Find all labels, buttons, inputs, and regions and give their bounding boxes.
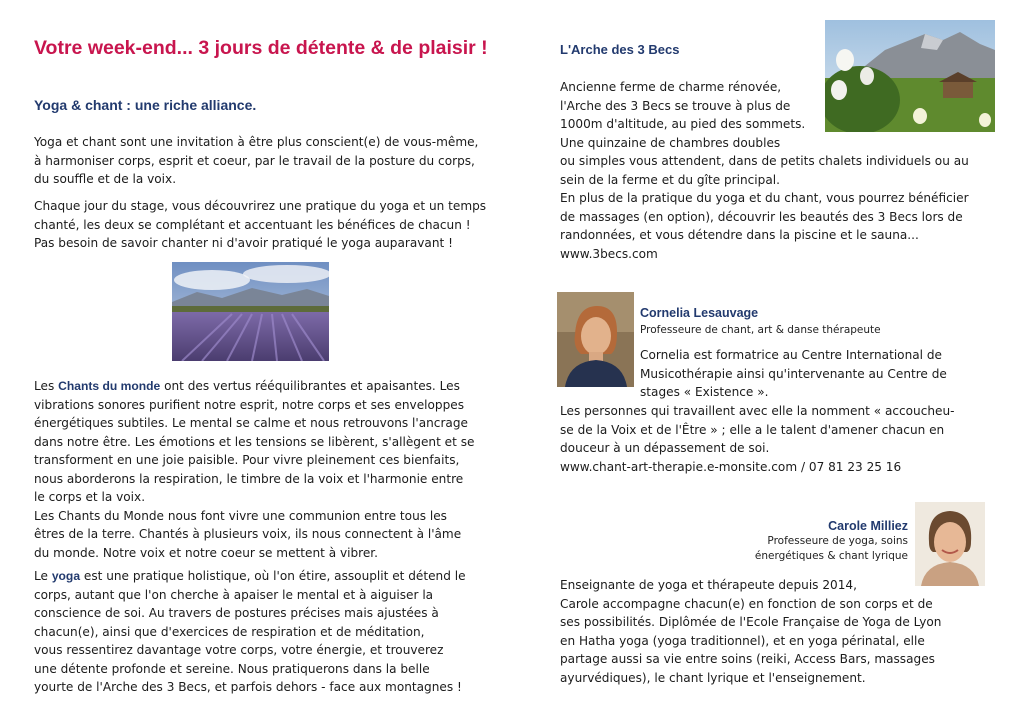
text-line: énergétiques & chant lyrique [754, 549, 908, 562]
text-line: partage aussi sa vie entre soins (reiki, Access Bars, massages [560, 652, 935, 666]
text-line: se de la Voix et de l'Être » ; elle a le talent d'amener chacun en [560, 422, 945, 437]
chants-highlight: Chants du monde [58, 379, 161, 393]
text-line: randonnées, et vous détendre dans la piscine et le sauna... [560, 228, 919, 242]
cornelia-contact[interactable]: www.chant-art-therapie.e-monsite.com / 07 81 23 25 16 [560, 459, 902, 474]
text-line: corps, autant que l'on cherche à apaiser le mental et à aiguiser la [34, 587, 434, 602]
section-title: Yoga & chant : une riche alliance. [34, 97, 257, 113]
text-line: Pas besoin de savoir chanter ni d'avoir pratiqué le yoga auparavant ! [34, 236, 453, 250]
website-link[interactable]: www.3becs.com [560, 246, 658, 261]
lavender-field-photo [172, 262, 329, 361]
text-line: conscience de soi. Au travers de postures précises mais ajustées à [34, 606, 439, 620]
text-line: En plus de la pratique du yoga et du chant, vous pourrez bénéficier [560, 191, 969, 205]
daily-paragraph [34, 197, 486, 253]
carole-paragraph [560, 576, 941, 687]
text-line: transforment en une joie paisible. Pour vivre pleinement ces bienfaits, [34, 453, 460, 467]
page-title: Votre week-end... 3 jours de détente & de plaisir ! [34, 37, 488, 59]
cornelia-paragraph [560, 402, 955, 476]
text-line: le corps et la voix. [34, 490, 146, 504]
text-line: du souffle et de la voix. [34, 172, 177, 186]
text-line: Musicothérapie ainsi qu'intervenante au Centre de [640, 366, 947, 381]
arche-paragraph [560, 78, 969, 263]
text-line: Carole accompagne chacun(e) en fonction de son corps et de [560, 596, 933, 611]
text-line: du monde. Notre voix et notre coeur se mettent à vibrer. [34, 545, 379, 560]
text-line: vibrations sonores purifient notre esprit, notre corps et ses enveloppes [34, 397, 465, 412]
text-line: yourte de l'Arche des 3 Becs, et parfois dehors - face aux montagnes ! [34, 680, 462, 694]
cornelia-portrait [557, 292, 634, 387]
text-line: chacun(e), ainsi que d'exercices de respiration et de méditation, [34, 624, 425, 639]
text-fragment: Les [34, 379, 59, 393]
text-line: chanté, les deux se complétant et accentuant les bénéfices de chacun ! [34, 217, 471, 232]
text-line: êtres de la terre. Chantés à plusieurs voix, ils nous connectent à l'âme [34, 527, 462, 541]
text-line: Cornelia est formatrice au Centre International de [640, 348, 942, 362]
text-line: Chaque jour du stage, vous découvrirez une pratique du yoga et un temps [34, 199, 487, 213]
text-line: vous ressentirez davantage votre corps, votre énergie, et trouverez [34, 643, 444, 657]
text-line: l'Arche des 3 Becs se trouve à plus de [560, 98, 791, 113]
text-line: Les Chants du Monde nous font vivre une communion entre tous les [34, 508, 447, 523]
carole-portrait [915, 502, 985, 586]
text-line: Une quinzaine de chambres doubles [560, 135, 781, 150]
text-line: ou simples vous attendent, dans de petits chalets individuels ou au [560, 154, 969, 168]
chants-paragraph [34, 377, 474, 562]
text-line: de massages (en option), découvrir les beautés des 3 Becs lors de [560, 209, 963, 224]
text-line: Les personnes qui travaillent avec elle la nomment « accoucheu- [560, 404, 955, 418]
text-line [34, 567, 466, 586]
text-fragment: Le [34, 569, 52, 583]
text-line: Yoga et chant sont une invitation à être plus conscient(e) de vous-même, [34, 135, 479, 149]
text-line: 1000m d'altitude, au pied des sommets. [560, 117, 806, 131]
carole-name: Carole Milliez [828, 519, 908, 533]
text-line: énergétiques subtiles. Le mental se calme et nous retrouvons l'ancrage [34, 416, 468, 430]
text-line: Ancienne ferme de charme rénovée, [560, 80, 782, 94]
cornelia-intro [640, 346, 947, 402]
text-line: Professeure de yoga, soins [767, 535, 908, 547]
text-line: en Hatha yoga (yoga traditionnel), et en yoga périnatal, elle [560, 633, 925, 648]
text-fragment: est une pratique holistique, où l'on étire, assouplit et détend le [80, 569, 466, 583]
text-line: Enseignante de yoga et thérapeute depuis 2014, [560, 578, 857, 592]
text-line: dans notre être. Les émotions et les tensions se libèrent, s'allègent et se [34, 434, 475, 449]
intro-paragraph [34, 133, 478, 189]
text-line [34, 377, 474, 396]
yoga-highlight: yoga [51, 569, 81, 583]
text-line: ayurvédiques), le chant lyrique et l'enseignement. [560, 670, 866, 685]
text-line: à harmoniser corps, esprit et coeur, par le travail de la posture du corps, [34, 153, 475, 168]
text-line: nous aborderons la respiration, le timbre de la voix et l'harmonie entre [34, 471, 464, 486]
text-line: stages « Existence ». [640, 385, 769, 399]
yoga-paragraph [34, 567, 466, 697]
arche-title: L'Arche des 3 Becs [560, 42, 680, 57]
text-line: une détente profonde et sereine. Nous pratiquerons dans la belle [34, 661, 430, 676]
carole-role [700, 534, 908, 563]
text-line: ses possibilités. Diplômée de l'Ecole Française de Yoga de Lyon [560, 615, 942, 629]
text-line: douceur à un dépassement de soi. [560, 441, 770, 455]
cornelia-name: Cornelia Lesauvage [640, 306, 759, 320]
text-fragment: ont des vertus rééquilibrantes et apaisantes. Les [160, 379, 460, 393]
text-line: sein de la ferme et du gîte principal. [560, 172, 780, 187]
cornelia-role: Professeure de chant, art & danse thérapeute [640, 324, 881, 336]
